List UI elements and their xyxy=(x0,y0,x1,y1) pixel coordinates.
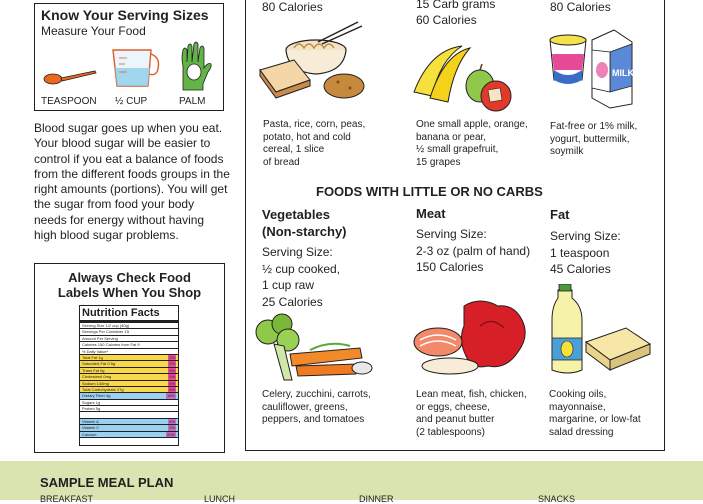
meal-plan-title: SAMPLE MEAL PLAN xyxy=(40,475,174,490)
nutrition-row-percent: 6% xyxy=(169,380,175,386)
nutrition-row-percent: 4% xyxy=(169,418,175,424)
nutrition-row-label: Saturated Fat 0.5g xyxy=(82,361,116,367)
nutrition-row-label: Cholesterol 0mg xyxy=(82,374,112,380)
nutrition-facts-label xyxy=(79,305,179,446)
nutrition-row-label: Serving Size 1/2 cup (40g) xyxy=(82,323,130,328)
serving-label-palm: PALM xyxy=(179,96,206,107)
fruit-description: One small apple, orange, banana or pear, ½ small grapefruit, 15 grapes xyxy=(416,119,528,168)
fat-oil-icon xyxy=(546,284,656,380)
nutrition-row-label: Sugars 1g xyxy=(82,399,101,405)
nutrition-row-percent: 2% xyxy=(169,354,175,360)
serving-label-half-cup: ½ CUP xyxy=(115,96,148,107)
food-label-box xyxy=(34,263,225,453)
nutrition-row-percent: 0% xyxy=(169,367,175,373)
nutrition-row-label: % Daily Value* xyxy=(82,348,109,354)
nutrition-row xyxy=(80,432,178,438)
fruit-icon xyxy=(410,40,515,116)
nutrition-row-label: Calories 150 Calories from Fat 9 xyxy=(82,342,140,348)
meat-description: Lean meat, fish, chicken, or eggs, cheese, and peanut butter (2 tablespoons) xyxy=(416,389,527,438)
nutrition-row-label: Vitamin A xyxy=(82,418,99,424)
nutrition-facts-title: Nutrition Facts xyxy=(80,306,178,323)
nutrition-row-percent: 2% xyxy=(169,361,175,367)
vegetables-description: Celery, zucchini, carrots, cauliflower, greens, peppers, and tomatoes xyxy=(262,389,371,425)
meat-icon xyxy=(410,296,534,382)
vegetables-serving: Serving Size: ½ cup cooked, 1 cup raw 25 Calories xyxy=(262,245,341,309)
nutrition-row-label: Dietary Fiber 4g xyxy=(82,393,111,399)
nutrition-row-label: Amount Per Serving xyxy=(82,335,118,341)
serving-sizes-title: Know Your Serving Sizes xyxy=(41,7,209,23)
meal-col-lunch: LUNCH xyxy=(204,494,236,504)
teaspoon-icon xyxy=(39,60,99,90)
nutrition-row-label: Trans Fat 0g xyxy=(82,367,105,373)
serving-label-teaspoon: TEASPOON xyxy=(41,96,97,107)
food-label-title-line2: Labels When You Shop xyxy=(57,285,202,300)
fruit-carb-grams: 15 Carb grams xyxy=(416,0,496,11)
meal-col-breakfast: BREAKFAST xyxy=(40,494,94,504)
fruit-calories: 60 Calories xyxy=(416,13,477,27)
little-carbs-title: FOODS WITH LITTLE OR NO CARBS xyxy=(316,184,543,199)
nutrition-row-percent: 0% xyxy=(169,374,175,380)
milk-calories: 80 Calories xyxy=(550,0,611,14)
nutrition-row-percent: 9% xyxy=(169,386,175,392)
fat-serving: Serving Size: 1 teaspoon 45 Calories xyxy=(550,229,621,276)
meat-serving: Serving Size: 2-3 oz (palm of hand) 150 Calories xyxy=(416,227,531,274)
measuring-cup-icon xyxy=(107,42,163,92)
starch-calories: 80 Calories xyxy=(262,0,323,14)
nutrition-row-percent: 20% xyxy=(166,431,175,437)
meal-col-dinner: DINNER xyxy=(359,494,394,504)
vegetables-icon xyxy=(250,310,376,386)
nutrition-rows xyxy=(80,323,178,438)
meat-heading: Meat xyxy=(416,206,446,221)
nutrition-row-label: Calcium xyxy=(82,431,97,437)
blood-sugar-paragraph: Blood sugar goes up when you eat. Your blood sugar will be easier to control if you eat a balance of foods from the different foods groups in the right amounts (portions). You will get the sugar from food your body needs for energy without having high blood sugar problems. xyxy=(34,121,230,243)
milk-carton-label: MILK xyxy=(612,68,634,78)
palm-icon xyxy=(175,40,215,94)
milk-description: Fat-free or 1% milk, yogurt, buttermilk, soymilk xyxy=(550,121,638,157)
nutrition-row-label: Servings Per Container 15 xyxy=(82,329,129,335)
nutrition-row-label: Sodium 140mg xyxy=(82,380,109,386)
nutrition-row-label: Protein 5g xyxy=(82,406,101,412)
nutrition-row-label: Vitamin C xyxy=(82,425,100,431)
nutrition-row-percent: 15% xyxy=(166,393,175,399)
milk-yogurt-icon xyxy=(544,26,640,110)
nutrition-row-percent: 2% xyxy=(169,425,175,431)
food-label-title-line1: Always Check Food xyxy=(68,270,191,285)
nutrition-row-label: Total Fat 1g xyxy=(82,354,103,360)
nutrition-row-label: Total Carbohydrate 27g xyxy=(82,386,124,392)
serving-sizes-subtitle: Measure Your Food xyxy=(41,24,146,38)
meal-col-snacks: SNACKS xyxy=(538,494,576,504)
fat-description: Cooking oils, mayonnaise, margarine, or low-fat salad dressing xyxy=(549,389,641,438)
starch-description: Pasta, rice, corn, peas, potato, hot and cold cereal, 1 slice of bread xyxy=(263,119,366,168)
starch-foods-icon xyxy=(258,20,368,114)
fat-heading: Fat xyxy=(550,207,570,222)
vegetables-heading: Vegetables (Non-starchy) xyxy=(262,207,347,239)
serving-sizes-box xyxy=(34,3,224,111)
food-label-title xyxy=(35,270,224,300)
